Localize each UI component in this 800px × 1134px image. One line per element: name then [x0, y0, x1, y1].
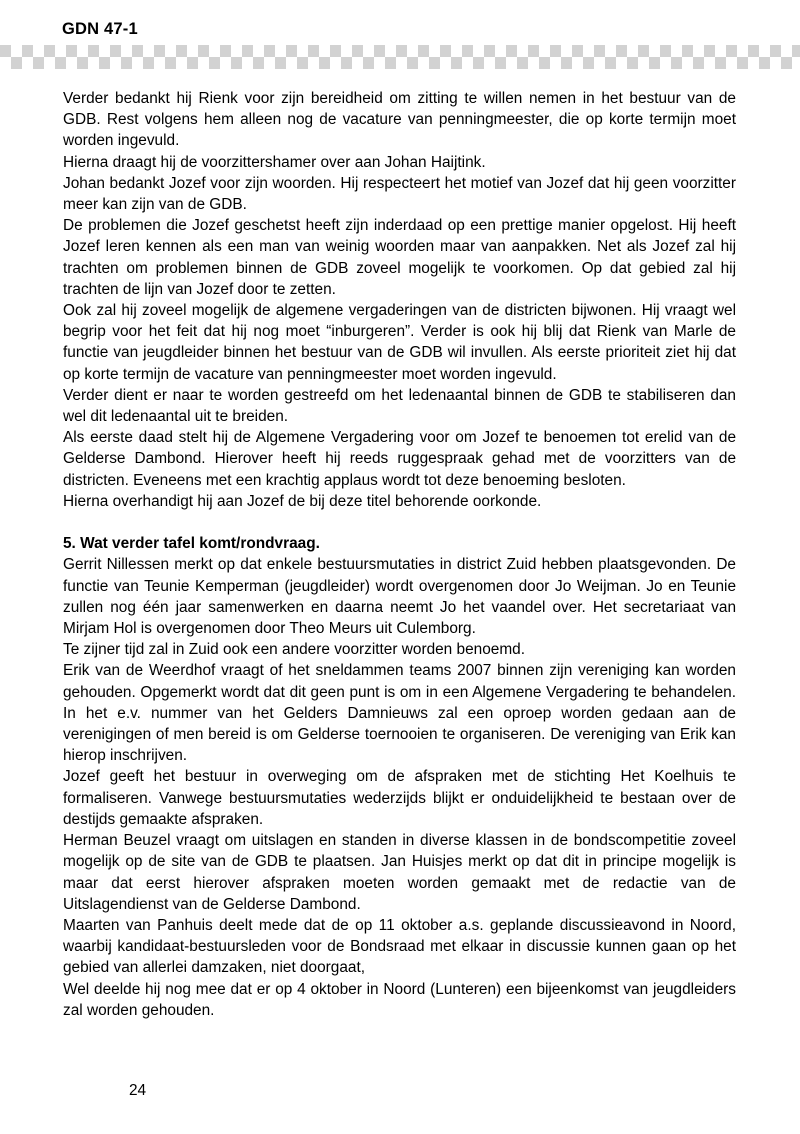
checkered-divider: [0, 45, 800, 69]
paragraph-erelid-benoeming: Als eerste daad stelt hij de Algemene Vergadering voor om Jozef te benoemen tot erelid van de Gelderse Dambond. Hierover heeft hij reeds ruggespraak gehad met de voorzitters van de districten. Eveneens met een krachtig applaus wordt tot deze benoeming besloten.: [63, 429, 736, 489]
paragraph-maarten-van-panhuis: Maarten van Panhuis deelt mede dat de op 11 oktober a.s. geplande discussieavond in Noord, waarbij kandidaat-bestuursleden voor de Bondsraad met elkaar in discussie kunnen gaan op het gebied van allerlei damzaken, niet doorgaat,: [63, 916, 736, 977]
paragraph-oorkonde: Hierna overhandigt hij aan Jozef de bij deze titel behorende oorkonde.: [63, 492, 542, 510]
blank-line-spacer: [63, 512, 736, 533]
paragraph-johan-bedankt: Johan bedankt Jozef voor zijn woorden. Hij respecteert het motief van Jozef dat hij geen voorzitter meer kan zijn van de GDB.: [63, 174, 736, 214]
paragraph-ledenaantal: Verder dient er naar te worden gestreefd om het ledenaantal binnen de GDB te stabiliseren dan wel dit ledenaantal uit te breiden.: [63, 386, 736, 426]
paragraph-erik-van-de-weerdhof: Erik van de Weerdhof vraagt of het sneldammen teams 2007 binnen zijn vereniging kan worden gehouden. Opgemerkt wordt dat dit geen punt is om in een Algemene Vergadering te behandelen. In het e.v. nummer van het Gelders Damnieuws zal een oproep worden gedaan aan de verenigingen of men bereid is om Gelderse toernooien te organiseren. De vereniging van Erik kan hierop inschrijven.: [63, 662, 736, 765]
paragraph-voorzittershamer: Hierna draagt hij de voorzittershamer over aan Johan Haijtink.: [63, 153, 486, 171]
paragraph-algemene-vergaderingen: Ook zal hij zoveel mogelijk de algemene vergaderingen van de districten bijwonen. Hij vraagt wel begrip voor het feit dat hij nog moet “inburgeren”. Verder is ook hij blij dat Rienk van Marle de functie van jeugdleider binnen het bestuur van de GDB wil invullen. Als eerste prioriteit ziet hij dat op korte termijn de vacature van penningmeester moet worden ingevuld.: [63, 302, 736, 383]
paragraph-bijeenkomst-lunteren: Wel deelde hij nog mee dat er op 4 oktober in Noord (Lunteren) een bijeenkomst van jeugdleiders zal worden gehouden.: [63, 980, 736, 1019]
paragraph-gerrit-nillessen: Gerrit Nillessen merkt op dat enkele bestuursmutaties in district Zuid hebben plaatsgevonden. De functie van Teunie Kemperman (jeugdleider) wordt overgenomen door Jo Weijman. Jo en Teunie zullen nog één jaar samenwerken en daarna neemt Jo het vaandel over. Het secretariaat van Mirjam Hol is overgenomen door Theo Meurs uit Culemborg.: [63, 556, 736, 638]
paragraph-andere-voorzitter-zuid: Te zijner tijd zal in Zuid ook een andere voorzitter worden benoemd.: [63, 641, 525, 659]
page-header-title: GDN 47-1: [62, 20, 138, 38]
checker-row-top: [0, 45, 800, 57]
checker-row-bottom: [0, 57, 800, 69]
paragraph-bedankt-rienk: Verder bedankt hij Rienk voor zijn bereidheid om zitting te willen nemen in het bestuur van de GDB. Rest volgens hem alleen nog de vacature van penningmeester, die op korte termijn moet worden ingevuld.: [63, 90, 736, 150]
document-body: [63, 88, 736, 1021]
paragraph-jozef-koelhuis: Jozef geeft het bestuur in overweging om de afspraken met de stichting Het Koelhuis te formaliseren. Vanwege bestuursmutaties wederzijds blijkt er onduidelijkheid te bestaan over de destijds gemaakte afspraken.: [63, 768, 736, 828]
page-number: 24: [129, 1082, 147, 1099]
paragraph-herman-beuzel: Herman Beuzel vraagt om uitslagen en standen in diverse klassen in de bondscompetitie zoveel mogelijk op de site van de GDB te plaatsen. Jan Huisjes merkt op dat dit in principe mogelijk is maar dat eerst hierover afspraken moeten worden gemaakt met de redactie van de Uitslagendienst van de Gelderse Dambond.: [63, 832, 736, 913]
paragraph-problemen-opgelost: De problemen die Jozef geschetst heeft zijn inderdaad op een prettige manier opgelost. Hij heeft Jozef leren kennen als een man van weinig woorden maar van aanpakken. Net als Jozef zal hij trachten om problemen binnen de GDB zoveel mogelijk te voorkomen. Op dat gebied zal hij trachten de lijn van Jozef door te zetten.: [63, 217, 736, 298]
heading-wat-verder-tafel-komt: 5. Wat verder tafel komt/rondvraag.: [63, 535, 320, 553]
